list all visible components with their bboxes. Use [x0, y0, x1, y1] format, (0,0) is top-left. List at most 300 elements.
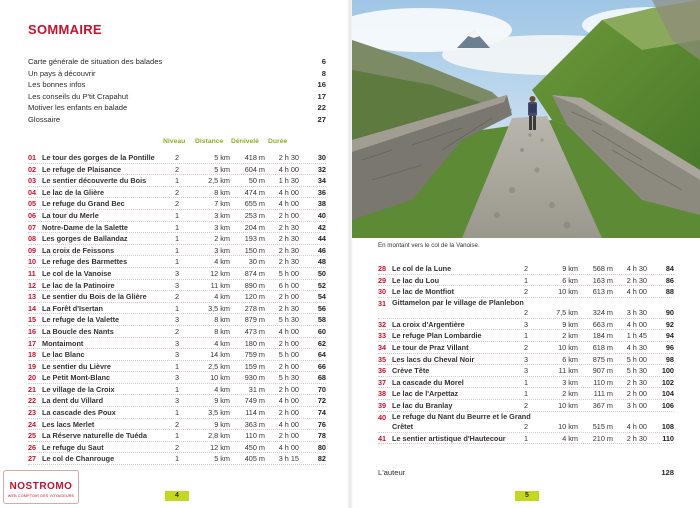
watermark-brand: NOSTROMO: [9, 481, 73, 492]
walk-name: Le lac de Montfiot: [392, 287, 455, 297]
walk-name: Le sentier du Lièvre: [42, 361, 111, 371]
walk-distance: 3 km: [214, 210, 230, 220]
walk-elevation: 749 m: [244, 396, 265, 406]
page-number-left: 4: [165, 491, 189, 501]
walk-row: [28, 222, 326, 234]
walk-name: Les lacs Merlet: [42, 419, 95, 429]
walk-elevation: 759 m: [244, 350, 265, 360]
page-number-right: 5: [515, 491, 539, 501]
walk-row: [28, 303, 326, 315]
walk-elevation: 474 m: [244, 187, 265, 197]
walk-distance: 12 km: [210, 442, 230, 452]
walk-number: 02: [28, 164, 37, 174]
walk-duration: 4 h 00: [278, 396, 299, 406]
walk-number: 40: [378, 412, 387, 422]
walk-elevation: 120 m: [244, 292, 265, 302]
walk-row: [28, 314, 326, 326]
photo-caption: En montant vers le col de la Vanoise.: [378, 242, 480, 249]
walk-duration: 2 h 00: [278, 338, 299, 348]
walk-duration: 2 h 00: [278, 210, 299, 220]
walk-distance: 2,5 km: [208, 176, 230, 186]
walk-level: 2: [523, 342, 529, 352]
walk-distance: 7 km: [214, 199, 230, 209]
walk-distance: 2,5 km: [208, 361, 230, 371]
walks-table-right: [378, 263, 674, 444]
walk-duration: 3 h 00: [626, 400, 647, 410]
walk-distance: 8 km: [214, 315, 230, 325]
walk-duration: 4 h 00: [278, 199, 299, 209]
walk-distance: 12 km: [210, 268, 230, 278]
walk-page: 86: [665, 275, 674, 285]
walk-page: 70: [317, 384, 326, 394]
walk-number: 23: [28, 408, 37, 418]
walk-name: Le Petit Mont-Blanc: [42, 373, 111, 383]
walk-name: Le sentier artistique d'Hautecour: [392, 433, 506, 443]
walk-name: Le tour de Praz Villant: [392, 342, 469, 352]
walk-distance: 6 km: [562, 354, 578, 364]
walk-elevation: 50 m: [248, 176, 265, 186]
intro-list: [28, 56, 326, 126]
intro-item: [28, 68, 326, 80]
walk-elevation: 874 m: [244, 268, 265, 278]
walk-number: 29: [378, 275, 387, 285]
walk-distance: 10 km: [558, 400, 578, 410]
walk-distance: 11 km: [558, 366, 578, 376]
walk-duration: 5 h 00: [278, 350, 299, 360]
walk-elevation: 278 m: [244, 303, 265, 313]
walk-duration: 5 h 00: [278, 268, 299, 278]
walk-distance: 14 km: [210, 350, 230, 360]
walk-distance: 6 km: [562, 275, 578, 285]
walk-row: [28, 419, 326, 431]
walk-level: 2: [174, 442, 180, 452]
walk-level: 2: [523, 308, 529, 318]
walk-duration: 2 h 30: [626, 275, 647, 285]
walk-page: 96: [665, 342, 674, 352]
walk-number: 36: [378, 366, 387, 376]
walk-page: 58: [317, 315, 326, 325]
walk-duration: 4 h 00: [626, 287, 647, 297]
intro-page: 8: [321, 68, 326, 78]
intro-item: [28, 91, 326, 103]
walk-name: Le refuge des Barmettes: [42, 257, 128, 267]
walk-name: Le refuge du Nant du Beurre et le Grand Crêtet: [392, 412, 531, 432]
walk-row: [28, 395, 326, 407]
walk-distance: 3,5 km: [208, 408, 230, 418]
walk-elevation: 473 m: [244, 326, 265, 336]
walk-elevation: 184 m: [592, 331, 613, 341]
walk-name: La tour du Merle: [42, 210, 99, 220]
walk-level: 1: [174, 454, 180, 464]
intro-page: 16: [317, 80, 326, 90]
walk-elevation: 363 m: [244, 419, 265, 429]
walk-name: Gittamelon par le village de Planlebon: [392, 298, 524, 308]
walk-page: 44: [317, 234, 326, 244]
intro-label: Les bonnes infos: [28, 80, 86, 90]
walk-elevation: 150 m: [244, 245, 265, 255]
walk-distance: 2 km: [562, 389, 578, 399]
walk-row: [378, 354, 674, 366]
walk-page: 76: [317, 419, 326, 429]
walk-page: 100: [661, 366, 674, 376]
walk-row: [378, 275, 674, 287]
walk-duration: 6 h 00: [278, 280, 299, 290]
walk-duration: 2 h 30: [278, 222, 299, 232]
walk-page: 82: [317, 454, 326, 464]
walk-duration: 4 h 30: [626, 264, 647, 273]
walk-elevation: 879 m: [244, 315, 265, 325]
walk-elevation: 324 m: [592, 308, 613, 318]
walk-name: La Forêt d'Isertan: [42, 303, 103, 313]
walk-page: 74: [317, 408, 326, 418]
author-entry: [378, 468, 674, 477]
walk-page: 80: [317, 442, 326, 452]
intro-page: 6: [321, 57, 326, 66]
walk-row: [28, 280, 326, 292]
walk-page: 104: [661, 389, 674, 399]
walk-distance: 9 km: [214, 419, 230, 429]
walk-page: 50: [317, 268, 326, 278]
intro-item: [28, 79, 326, 91]
walk-distance: 10 km: [210, 373, 230, 383]
walk-level: 1: [174, 431, 180, 441]
walk-name: La Boucle des Nants: [42, 326, 114, 336]
walk-number: 15: [28, 315, 37, 325]
walk-row: [378, 365, 674, 377]
walk-page: 46: [317, 245, 326, 255]
walk-elevation: 604 m: [244, 164, 265, 174]
walk-page: 34: [317, 176, 326, 186]
walk-distance: 4 km: [214, 292, 230, 302]
walk-row: [28, 453, 326, 465]
walk-elevation: 110 m: [593, 377, 613, 387]
walk-name: Les lacs du Cheval Noir: [392, 354, 475, 364]
walk-elevation: 114 m: [245, 408, 265, 418]
walk-row: [28, 372, 326, 384]
walk-number: 22: [28, 396, 37, 406]
walk-row: [378, 286, 674, 298]
walk-elevation: 111 m: [593, 389, 613, 399]
walk-distance: 2 km: [214, 234, 230, 244]
walk-name: La dent du Villard: [42, 396, 104, 406]
walk-level: 1: [174, 222, 180, 232]
walk-level: 1: [174, 384, 180, 394]
walk-number: 26: [28, 442, 37, 452]
walk-number: 21: [28, 384, 37, 394]
walk-duration: 2 h 30: [278, 153, 299, 162]
walk-level: 2: [174, 292, 180, 302]
walk-level: 1: [174, 234, 180, 244]
walk-level: 2: [523, 264, 529, 273]
walk-page: 84: [665, 264, 674, 273]
walk-row: [378, 319, 674, 331]
walk-row: [378, 388, 674, 400]
walk-elevation: 180 m: [244, 338, 265, 348]
walk-number: 11: [28, 268, 36, 278]
walk-row: [28, 164, 326, 176]
walk-duration: 1 h 30: [278, 176, 299, 186]
walk-level: 2: [174, 326, 180, 336]
walk-page: 68: [317, 373, 326, 383]
walk-elevation: 405 m: [244, 454, 265, 464]
walk-page: 52: [317, 280, 326, 290]
walk-level: 3: [174, 280, 180, 290]
walks-table-left: [28, 152, 326, 465]
walk-page: 64: [317, 350, 326, 360]
walk-distance: 10 km: [558, 342, 578, 352]
walk-page: 60: [317, 326, 326, 336]
intro-item: [28, 102, 326, 114]
walk-level: 3: [174, 268, 180, 278]
walk-name: Le col de la Vanoise: [42, 268, 112, 278]
walk-duration: 4 h 30: [626, 342, 647, 352]
walk-number: 04: [28, 187, 37, 197]
walk-name: Le refuge du Grand Bec: [42, 199, 125, 209]
walk-name: Le lac de l'Arpettaz: [392, 389, 459, 399]
intro-label: Carte générale de situation des balades: [28, 57, 163, 66]
walk-row: [28, 175, 326, 187]
walk-distance: 5 km: [214, 454, 230, 464]
walk-number: 17: [28, 338, 37, 348]
walk-page: 32: [317, 164, 326, 174]
walk-level: 3: [174, 315, 180, 325]
walk-level: 1: [174, 176, 180, 186]
walk-page: 56: [317, 303, 326, 313]
walk-level: 1: [523, 377, 529, 387]
walk-duration: 4 h 00: [278, 164, 299, 174]
walk-name: La cascade du Morel: [392, 377, 464, 387]
walk-duration: 2 h 00: [278, 431, 299, 441]
walk-level: 2: [523, 400, 529, 410]
walk-number: 14: [28, 303, 37, 313]
walk-level: 3: [523, 319, 529, 329]
walk-elevation: 204 m: [244, 222, 265, 232]
walk-elevation: 450 m: [244, 442, 265, 452]
nostromo-watermark-logo: [3, 470, 79, 504]
walk-row: [28, 442, 326, 454]
walk-row: [28, 349, 326, 361]
walk-distance: 4 km: [214, 257, 230, 267]
walk-name: Le refuge du Saut: [42, 442, 104, 452]
walk-name: Crève Tête: [392, 366, 430, 376]
walk-elevation: 210 m: [592, 433, 613, 443]
walk-row: [28, 291, 326, 303]
walk-distance: 2,8 km: [208, 431, 230, 441]
walk-level: 1: [174, 408, 180, 418]
walk-row: [28, 152, 326, 164]
walk-page: 40: [317, 210, 326, 220]
walk-page: 98: [665, 354, 674, 364]
walk-number: 25: [28, 431, 37, 441]
walk-duration: 1 h 45: [626, 331, 647, 341]
walk-number: 37: [378, 377, 387, 387]
walk-number: 18: [28, 350, 37, 360]
watermark-tagline: WEB COMPTOIR DES VOYAGEURS: [7, 494, 75, 498]
intro-item: [28, 114, 326, 126]
walk-level: 3: [174, 396, 180, 406]
walk-page: 66: [317, 361, 326, 371]
walk-name: Le lac du Branlay: [392, 400, 453, 410]
walk-duration: 5 h 00: [626, 354, 647, 364]
walk-duration: 3 h 15: [278, 454, 299, 464]
walk-elevation: 159 m: [244, 361, 265, 371]
walk-row: [28, 198, 326, 210]
walk-number: 09: [28, 245, 37, 255]
walk-row: [378, 433, 674, 445]
intro-item: [28, 56, 326, 68]
walk-number: 31: [378, 298, 387, 308]
walk-page: 110: [662, 433, 674, 443]
walk-duration: 2 h 00: [278, 384, 299, 394]
intro-label: Glossaire: [28, 114, 61, 124]
walk-distance: 3,5 km: [208, 303, 230, 313]
walk-name: La cascade des Poux: [42, 408, 116, 418]
walk-level: 1: [523, 275, 529, 285]
walk-level: 1: [174, 303, 180, 313]
walk-level: 1: [174, 245, 180, 255]
walk-name: Le tour des gorges de la Pontille: [42, 153, 155, 162]
walk-distance: 4 km: [562, 433, 578, 443]
walk-row: [28, 430, 326, 442]
walk-duration: 2 h 00: [626, 389, 647, 399]
walk-page: 92: [665, 319, 674, 329]
walk-distance: 8 km: [214, 187, 230, 197]
walk-distance: 3 km: [562, 377, 578, 387]
walk-distance: 5 km: [214, 153, 230, 162]
intro-page: 27: [317, 114, 326, 124]
walk-number: 32: [378, 319, 387, 329]
walk-name: Le lac de la Patinoire: [42, 280, 115, 290]
walk-name: La Réserve naturelle de Tuéda: [42, 431, 147, 441]
walk-duration: 2 h 00: [278, 408, 299, 418]
walk-duration: 4 h 00: [278, 419, 299, 429]
walk-number: 41: [378, 433, 387, 443]
walk-row: [28, 256, 326, 268]
walk-name: La croix de Feissons: [42, 245, 115, 255]
walk-number: 13: [28, 292, 37, 302]
walk-row: [28, 245, 326, 257]
walk-name: La croix d'Argentière: [392, 319, 465, 329]
walk-name: Le col de la Lune: [392, 264, 452, 273]
walk-page: 108: [661, 421, 674, 431]
walk-number: 39: [378, 400, 387, 410]
walk-name: Le refuge de la Valette: [42, 315, 120, 325]
walk-elevation: 110 m: [245, 431, 265, 441]
walk-row: [28, 326, 326, 338]
walk-elevation: 163 m: [592, 275, 613, 285]
walk-distance: 4 km: [214, 338, 230, 348]
walk-level: 2: [523, 287, 529, 297]
walk-row: [28, 338, 326, 350]
walk-page: 102: [661, 377, 674, 387]
walk-number: 28: [378, 264, 387, 273]
walk-level: 1: [523, 389, 529, 399]
walk-number: 01: [28, 153, 37, 162]
walk-number: 33: [378, 331, 387, 341]
walk-elevation: 890 m: [244, 280, 265, 290]
walk-elevation: 367 m: [592, 400, 613, 410]
walk-page: 94: [665, 331, 674, 341]
walk-level: 2: [523, 421, 529, 431]
intro-page: 22: [317, 103, 326, 113]
walk-name: Le lac Blanc: [42, 350, 85, 360]
walk-number: 35: [378, 354, 387, 364]
walk-elevation: 418 m: [244, 153, 265, 162]
walk-distance: 2 km: [562, 331, 578, 341]
walk-row: [378, 342, 674, 354]
walk-page: 62: [317, 338, 326, 348]
header-distance: Distance: [195, 138, 224, 145]
mountain-trail-photo: [352, 0, 700, 238]
walk-name: Le village de la Croix: [42, 384, 115, 394]
walk-number: 07: [28, 222, 37, 232]
author-page: 128: [661, 468, 674, 477]
walk-name: Le sentier découverte du Bois: [42, 176, 147, 186]
header-niveau: Niveau: [163, 138, 186, 145]
walk-duration: 2 h 30: [278, 303, 299, 313]
walk-elevation: 930 m: [244, 373, 265, 383]
walk-elevation: 568 m: [592, 264, 613, 273]
walk-number: 24: [28, 419, 37, 429]
walk-duration: 2 h 30: [278, 257, 299, 267]
walk-name: Le col de Chanrouge: [42, 454, 115, 464]
walk-distance: 10 km: [558, 287, 578, 297]
walk-page: 30: [317, 153, 326, 162]
walk-number: 19: [28, 361, 37, 371]
walk-level: 1: [174, 210, 180, 220]
walk-page: 42: [317, 222, 326, 232]
walk-elevation: 30 m: [248, 257, 265, 267]
walk-level: 1: [523, 331, 529, 341]
walk-duration: 2 h 30: [278, 245, 299, 255]
walk-name: Montaimont: [42, 338, 84, 348]
walk-row: [28, 407, 326, 419]
walk-duration: 4 h 00: [278, 326, 299, 336]
walk-row: [28, 268, 326, 280]
walk-level: 1: [174, 257, 180, 267]
intro-label: Un pays à découvrir: [28, 68, 96, 78]
walk-page: 88: [665, 287, 674, 297]
walk-duration: 4 h 00: [278, 442, 299, 452]
walk-distance: 4 km: [214, 384, 230, 394]
walk-level: 1: [174, 361, 180, 371]
walk-distance: 8 km: [214, 326, 230, 336]
walk-distance: 10 km: [558, 421, 578, 431]
walk-duration: 2 h 30: [626, 377, 647, 387]
walk-row: [378, 377, 674, 389]
walk-duration: 2 h 30: [278, 234, 299, 244]
walk-elevation: 515 m: [592, 421, 613, 431]
walk-page: 36: [317, 187, 326, 197]
walk-number: 10: [28, 257, 37, 267]
walk-number: 06: [28, 210, 37, 220]
intro-label: Motiver les enfants en balade: [28, 103, 128, 113]
walk-duration: 2 h 30: [626, 433, 647, 443]
walk-row: [378, 400, 674, 412]
walk-number: 08: [28, 234, 37, 244]
walk-duration: 4 h 00: [626, 319, 647, 329]
walk-elevation: 193 m: [244, 234, 265, 244]
walk-distance: 11 km: [210, 280, 230, 290]
walk-duration: 3 h 30: [626, 308, 647, 318]
walk-name: Notre-Dame de la Salette: [42, 222, 128, 232]
page-title: SOMMAIRE: [28, 22, 102, 37]
walk-page: 90: [665, 308, 674, 318]
walk-duration: 4 h 00: [626, 421, 647, 431]
walk-row: [28, 361, 326, 373]
walk-elevation: 253 m: [244, 210, 265, 220]
walk-row: [28, 384, 326, 396]
